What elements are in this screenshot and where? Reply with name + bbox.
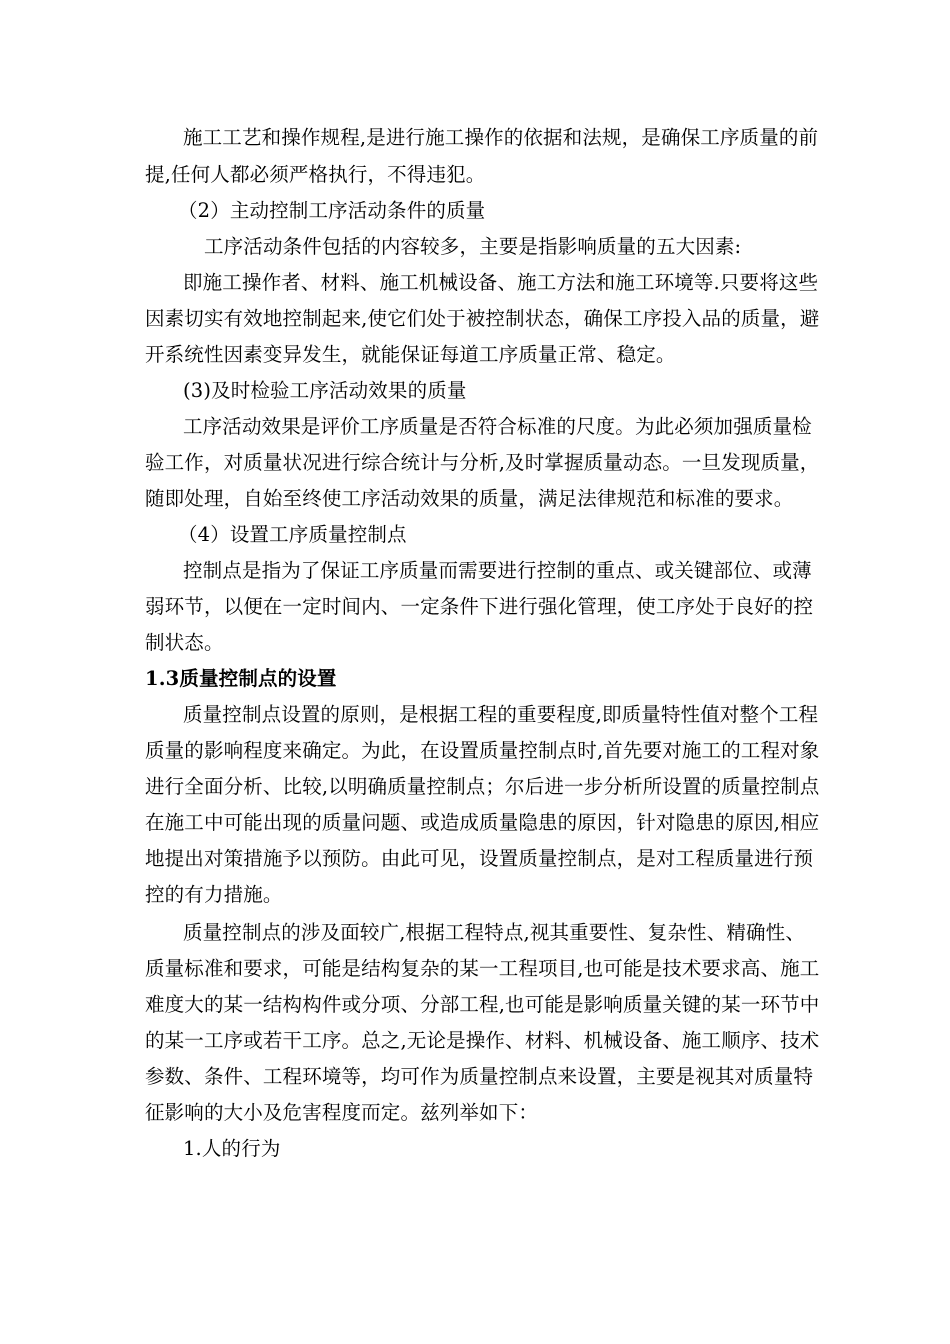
section-heading: (3)及时检验工序活动效果的质量 [183, 379, 467, 402]
paragraph-line: 进行全面分析、比较,以明确质量控制点；尔后进一步分析所设置的质量控制点 [145, 775, 820, 798]
paragraph-line: 验工作，对质量状况进行综合统计与分析,及时掌握质量动态。一旦发现质量， [145, 451, 820, 474]
paragraph-line: 因素切实有效地控制起来,使它们处于被控制状态，确保工序投入品的质量，避 [145, 307, 820, 330]
paragraph-line: 即施工操作者、材料、施工机械设备、施工方法和施工环境等.只要将这些 [183, 271, 819, 294]
paragraph-line: 质量控制点的涉及面较广,根据工程特点,视其重要性、复杂性、精确性、 [183, 921, 805, 944]
paragraph-line: 征影响的大小及危害程度而定。兹列举如下： [145, 1101, 539, 1124]
paragraph-line: 地提出对策措施予以预防。由此可见，设置质量控制点，是对工程质量进行预 [145, 847, 814, 870]
paragraph-line: 工序活动条件包括的内容较多，主要是指影响质量的五大因素: [204, 235, 742, 258]
paragraph-line: 质量控制点设置的原则，是根据工程的重要程度,即质量特性值对整个工程 [183, 703, 819, 726]
paragraph-line: 工序活动效果是评价工序质量是否符合标准的尺度。为此必须加强质量检 [183, 415, 812, 438]
paragraph-line: 在施工中可能出现的质量问题、或造成质量隐患的原因，针对隐患的原因,相应 [145, 811, 820, 834]
paragraph-line: 质量的影响程度来确定。为此，在设置质量控制点时,首先要对施工的工程对象 [145, 739, 820, 762]
paragraph-line: 的某一工序或若干工序。总之,无论是操作、材料、机械设备、施工顺序、技术 [145, 1029, 820, 1052]
paragraph-line: 控制点是指为了保证工序质量而需要进行控制的重点、或关键部位、或薄 [183, 559, 812, 582]
paragraph-line: 控的有力措施。 [145, 883, 283, 906]
paragraph-line: 提,任何人都必须严格执行，不得违犯。 [145, 163, 486, 186]
section-title: 1.3质量控制点的设置 [145, 667, 337, 690]
paragraph-line: 参数、条件、工程环境等，均可作为质量控制点来设置，主要是视其对质量特 [145, 1065, 814, 1088]
paragraph-line: 施工工艺和操作规程,是进行施工操作的依据和法规，是确保工序质量的前 [183, 126, 819, 149]
paragraph-line: 难度大的某一结构构件或分项、分部工程,也可能是影响质量关键的某一环节中 [145, 993, 820, 1016]
section-heading: （4）设置工序质量控制点 [178, 523, 407, 546]
paragraph-line: 质量标准和要求，可能是结构复杂的某一工程项目,也可能是技术要求高、施工 [145, 957, 820, 980]
section-heading: （2）主动控制工序活动条件的质量 [178, 199, 486, 222]
paragraph-line: 弱环节，以便在一定时间内、一定条件下进行强化管理，使工序处于良好的控 [145, 595, 814, 618]
paragraph-line: 随即处理，自始至终使工序活动效果的质量，满足法律规范和标准的要求。 [145, 487, 794, 510]
paragraph-line: 开系统性因素变异发生，就能保证每道工序质量正常、稳定。 [145, 343, 676, 366]
paragraph-line: 制状态。 [145, 631, 224, 654]
list-item: 1.人的行为 [183, 1137, 281, 1160]
